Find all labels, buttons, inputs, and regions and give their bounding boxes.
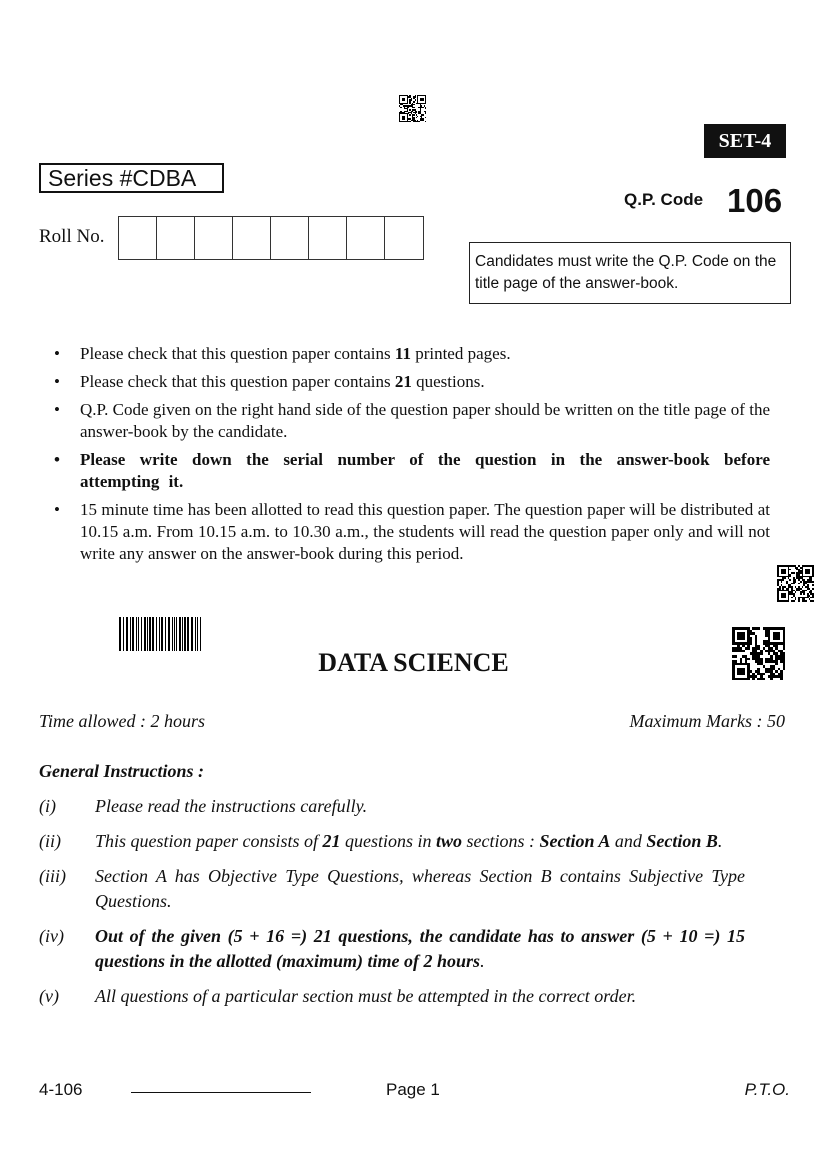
checklist-text: Q.P. Code given on the right hand side of the question paper should be written on the title page of the answer-book by the candidate. <box>80 400 770 441</box>
checklist <box>54 343 770 571</box>
checklist-item <box>54 343 770 365</box>
instruction-number: (iv) <box>39 926 64 946</box>
checklist-text: Please check that this question paper contains <box>80 372 395 391</box>
roll-number-boxes <box>118 216 424 260</box>
bullet-icon: • <box>54 344 60 363</box>
checklist-text: 15 minute time has been allotted to read this question paper. The question paper will be distributed at 10.15 a.m. From 10.15 a.m. to 10.30 a.m., the students will read the question paper only and will not write any answer on the answer-book during this period. <box>80 500 770 563</box>
bullet-icon: • <box>54 450 60 469</box>
instruction-number: (ii) <box>39 831 61 851</box>
set-badge: SET-4 <box>704 124 786 158</box>
instruction-text: This question paper consists of 21 questions in two sections : Section A and Section B. <box>95 831 723 851</box>
instruction-text: All questions of a particular section must be attempted in the correct order. <box>95 986 637 1006</box>
checklist-item <box>54 449 770 493</box>
series-label: Series #CDBA <box>39 163 224 193</box>
roll-digit-box <box>309 217 347 259</box>
roll-number-label: Roll No. <box>39 226 105 247</box>
subject-title: DATA SCIENCE <box>318 648 509 677</box>
bullet-icon: • <box>54 372 60 391</box>
instruction-number: (i) <box>39 796 56 816</box>
roll-digit-box <box>233 217 271 259</box>
checklist-item <box>54 499 770 565</box>
checklist-text: Please check that this question paper contains <box>80 344 395 363</box>
instruction-text: Section A has Objective Type Questions, whereas Section B contains Subjective Type Questions. <box>95 866 745 911</box>
qr-code-side <box>777 565 814 602</box>
footer-page: Page 1 <box>386 1080 440 1099</box>
instruction-text: Out of the given (5 + 16 =) 21 questions, the candidate has to answer (5 + 10 =) 15 questions in the allotted (maximum) time of 2 hours. <box>95 926 745 971</box>
checklist-text: questions. <box>411 372 485 391</box>
roll-digit-box <box>119 217 157 259</box>
barcode <box>119 617 203 651</box>
general-instructions-list <box>39 794 745 1019</box>
instruction-item <box>39 984 745 1009</box>
roll-digit-box <box>347 217 385 259</box>
maximum-marks: Maximum Marks : 50 <box>629 711 785 731</box>
qr-code-top <box>399 95 426 122</box>
checklist-item <box>54 371 770 393</box>
checklist-emphasis: Please write down the serial number of the question in the answer-book before attempting it. <box>80 450 770 491</box>
qr-code-main <box>732 627 785 680</box>
qp-code-notice: Candidates must write the Q.P. Code on the title page of the answer-book. <box>469 242 791 304</box>
qp-code-label: Q.P. Code <box>624 190 704 209</box>
qp-code-value: 106 <box>727 182 783 219</box>
instruction-number: (iii) <box>39 866 66 886</box>
instruction-text: Please read the instructions carefully. <box>95 796 368 816</box>
roll-digit-box <box>195 217 233 259</box>
bullet-icon: • <box>54 400 60 419</box>
footer-pto: P.T.O. <box>744 1080 790 1099</box>
checklist-emphasis: 21 <box>394 372 412 391</box>
checklist-item <box>54 399 770 443</box>
general-instructions-heading: General Instructions : <box>39 761 205 781</box>
instruction-item <box>39 794 745 819</box>
checklist-emphasis: 11 <box>394 344 411 363</box>
roll-digit-box <box>271 217 309 259</box>
instruction-item <box>39 829 745 854</box>
instruction-item <box>39 864 745 914</box>
roll-digit-box <box>385 217 423 259</box>
footer-code: 4-106 <box>39 1080 83 1099</box>
footer-divider <box>131 1092 311 1093</box>
instruction-number: (v) <box>39 986 59 1006</box>
time-allowed: Time allowed : 2 hours <box>39 711 206 731</box>
checklist-text: printed pages. <box>410 344 511 363</box>
instruction-item <box>39 924 745 974</box>
roll-digit-box <box>157 217 195 259</box>
bullet-icon: • <box>54 500 60 519</box>
